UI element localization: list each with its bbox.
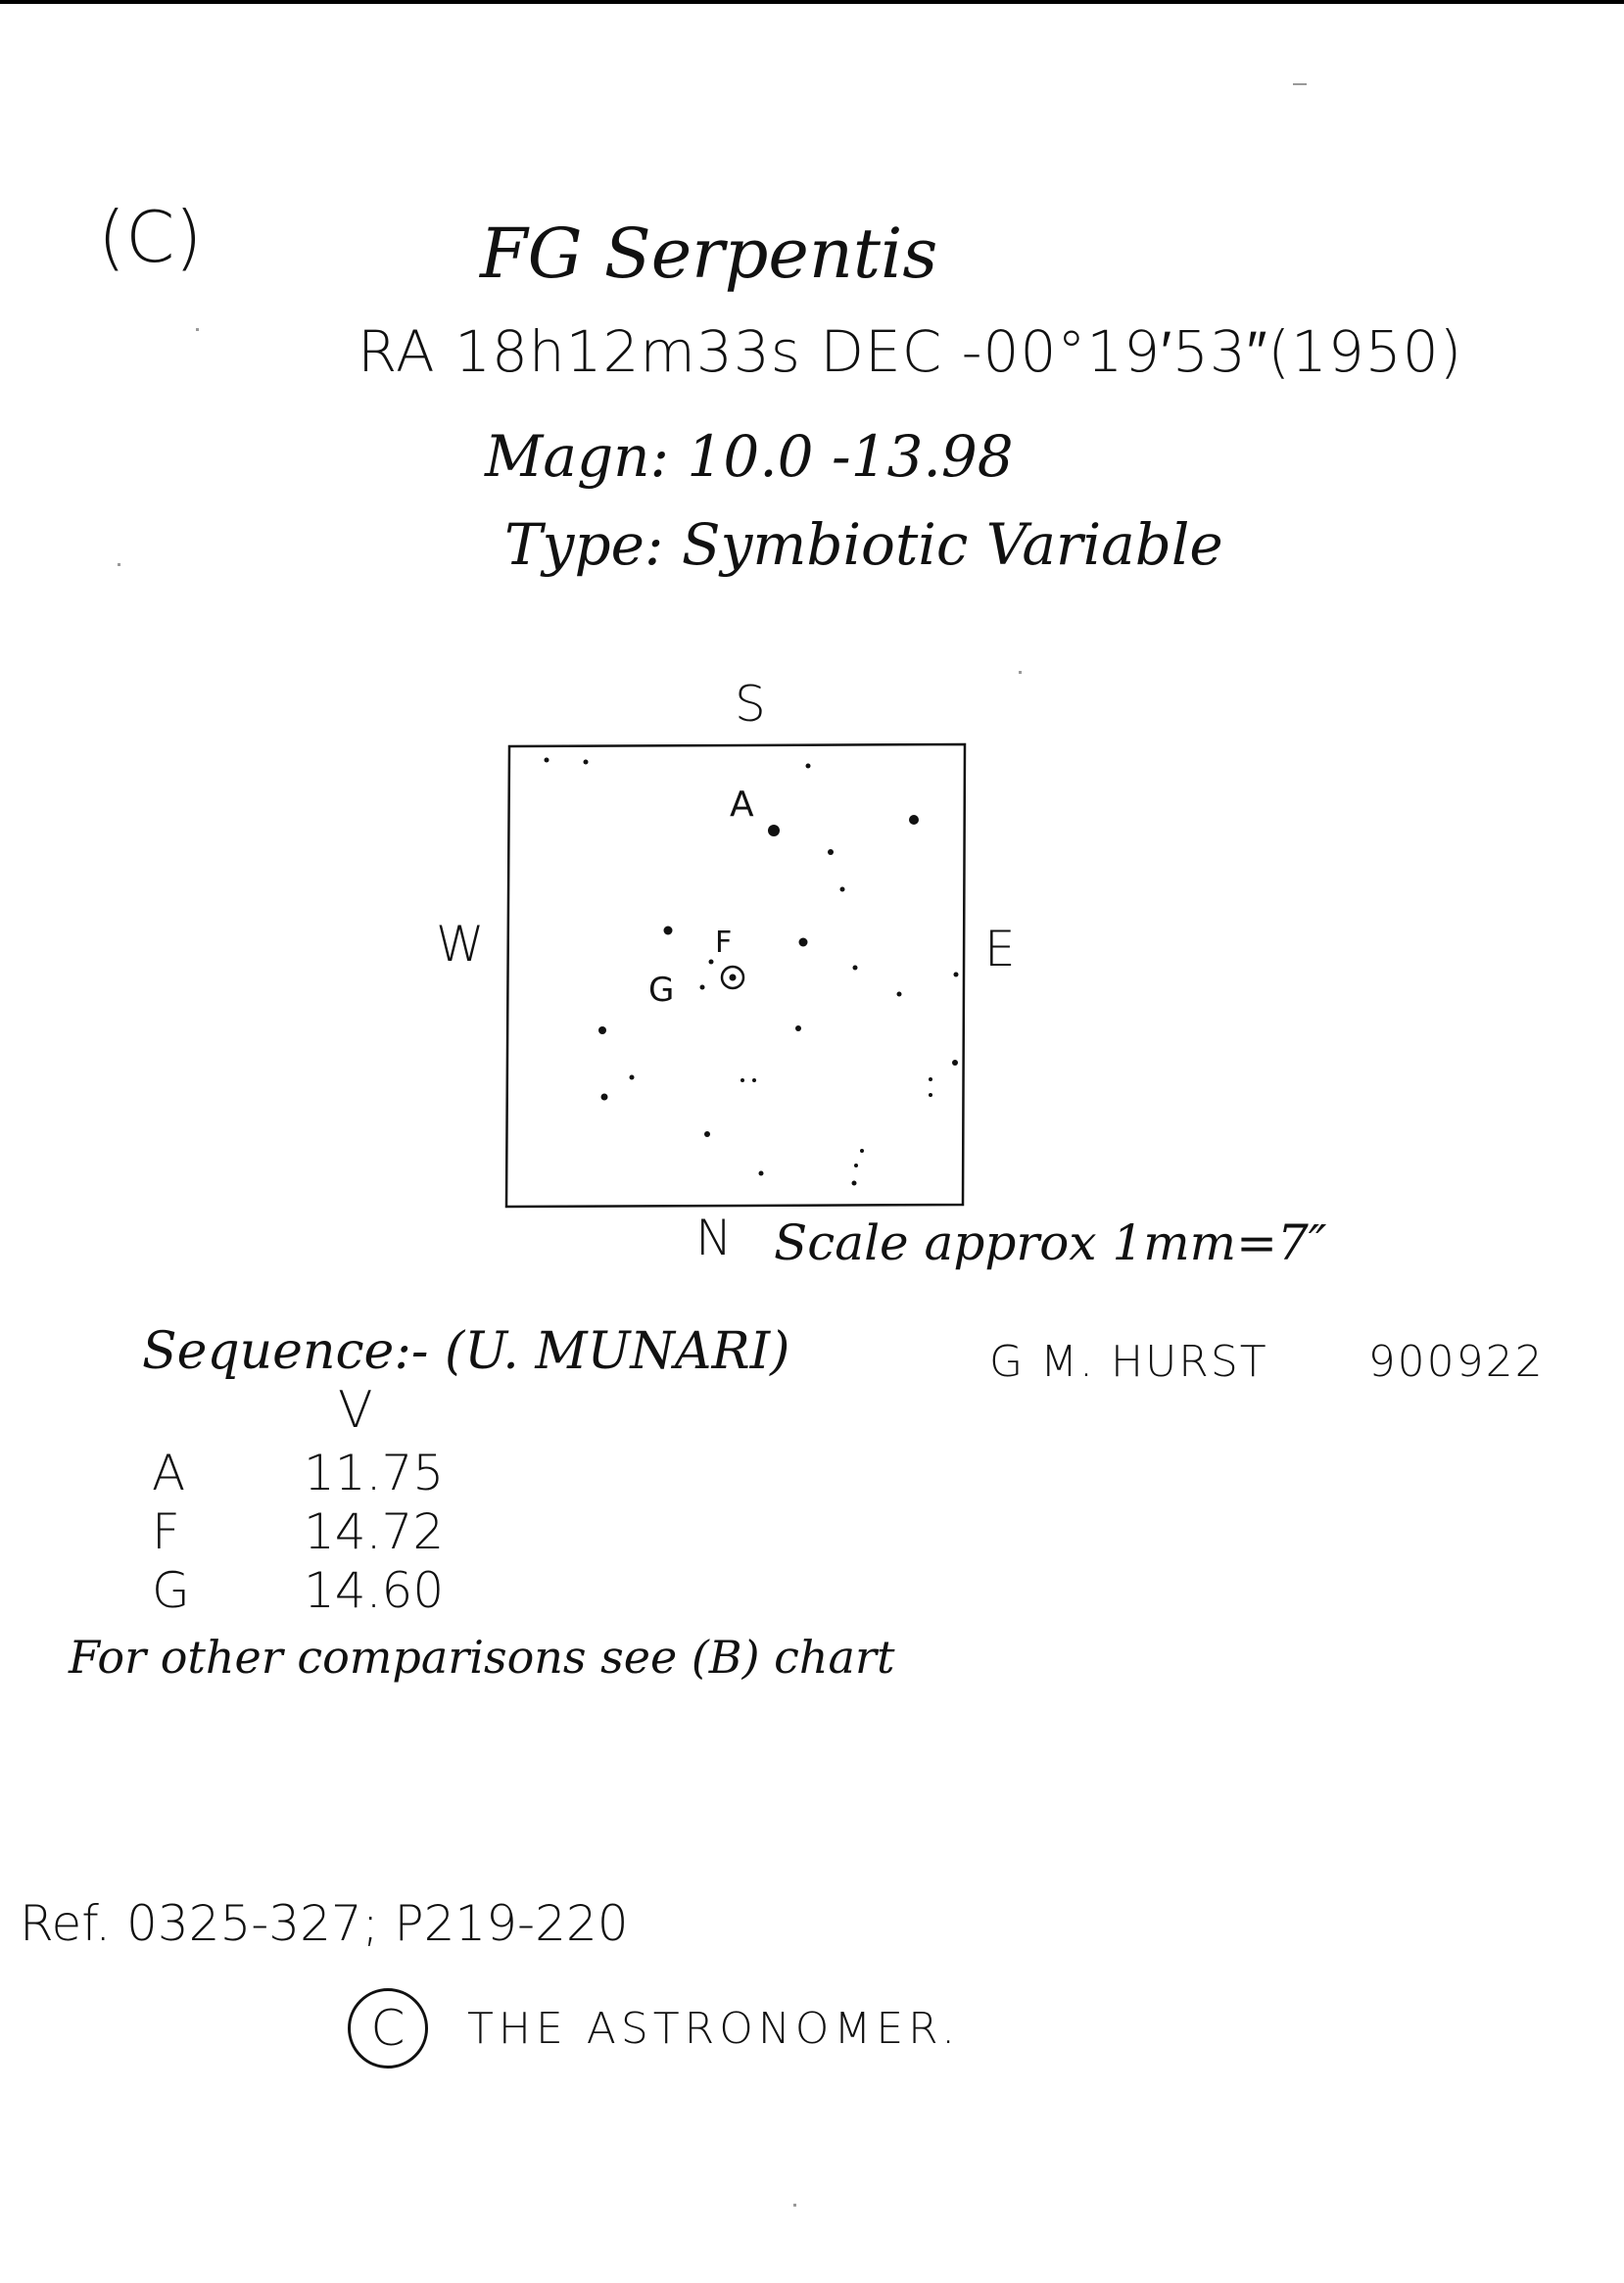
copyright-text: THE ASTRONOMER. bbox=[467, 2003, 961, 2054]
field-star bbox=[929, 1077, 932, 1081]
sequence-star: A bbox=[152, 1445, 186, 1501]
field-star bbox=[952, 1060, 958, 1066]
finder-chart-svg bbox=[431, 676, 1019, 1263]
page-top-edge bbox=[0, 0, 1624, 4]
coordinates-line: RA 18h12m33s DEC -00°19′53″(1950) bbox=[358, 318, 1463, 385]
field-star bbox=[598, 1026, 606, 1034]
other-comparisons-note: For other comparisons see (B) chart bbox=[69, 1631, 895, 1684]
direction-south: S bbox=[735, 676, 766, 733]
field-star bbox=[630, 1075, 635, 1080]
star-label-f: F bbox=[715, 926, 733, 960]
field-star bbox=[840, 887, 845, 892]
copyright-line bbox=[348, 1988, 960, 2069]
paper-speck bbox=[118, 563, 120, 566]
field-star bbox=[601, 1094, 608, 1101]
sequence-magnitude: 14.60 bbox=[304, 1562, 445, 1619]
copyright-symbol: C bbox=[348, 1988, 428, 2069]
field-star bbox=[759, 1171, 764, 1176]
direction-east: E bbox=[984, 921, 1016, 977]
field-star bbox=[897, 992, 902, 997]
star-g-dot bbox=[700, 985, 705, 990]
field-star bbox=[740, 1078, 744, 1082]
reference-line: Ref. 0325-327; P219-220 bbox=[20, 1895, 629, 1952]
paper-speck bbox=[196, 328, 199, 331]
field-star bbox=[860, 1149, 864, 1153]
direction-west: W bbox=[436, 916, 485, 973]
paper-speck bbox=[1293, 83, 1307, 85]
sequence-column-header: V bbox=[338, 1381, 373, 1440]
star-label-g: G bbox=[648, 971, 675, 1010]
sequence-star: G bbox=[152, 1562, 190, 1619]
field-star bbox=[799, 938, 808, 947]
sequence-row bbox=[152, 1562, 544, 1621]
field-star bbox=[929, 1093, 932, 1097]
field-star bbox=[704, 1131, 710, 1137]
direction-north: N bbox=[695, 1210, 733, 1266]
field-star bbox=[806, 764, 811, 769]
paper-speck bbox=[793, 2204, 796, 2207]
field-star bbox=[795, 1025, 801, 1031]
observer-signature bbox=[989, 1337, 1545, 1387]
sequence-title: Sequence:- (U. MUNARI) bbox=[142, 1322, 790, 1381]
star-f-dot bbox=[709, 960, 714, 965]
field-star bbox=[954, 973, 959, 977]
variable-type: Type: Symbiotic Variable bbox=[504, 511, 1223, 578]
field-star bbox=[853, 966, 858, 971]
finder-chart bbox=[431, 676, 1019, 1266]
sequence-magnitude: 14.72 bbox=[304, 1503, 445, 1560]
field-star bbox=[752, 1078, 756, 1082]
chart-label: (C) bbox=[98, 196, 203, 278]
variable-target-dot bbox=[730, 975, 737, 981]
star-label-a: A bbox=[730, 785, 754, 825]
star-a-dot bbox=[768, 825, 780, 836]
observer-date: 900922 bbox=[1367, 1337, 1545, 1387]
paper-speck bbox=[1019, 671, 1022, 674]
field-star bbox=[909, 815, 919, 825]
sequence-star: F bbox=[152, 1503, 180, 1560]
field-star bbox=[664, 927, 673, 935]
sequence-row bbox=[152, 1445, 544, 1503]
star-title: FG Serpentis bbox=[480, 214, 938, 294]
field-star bbox=[854, 1164, 858, 1167]
field-star bbox=[828, 849, 834, 855]
observer-name: G M. HURST bbox=[989, 1337, 1268, 1387]
sequence-magnitude: 11.75 bbox=[304, 1445, 445, 1501]
field-star bbox=[584, 760, 589, 765]
magnitude-range: Magn: 10.0 -13.98 bbox=[485, 423, 1014, 490]
scale-note: Scale approx 1mm=7″ bbox=[774, 1214, 1327, 1271]
sequence-row bbox=[152, 1503, 544, 1562]
field-star bbox=[852, 1181, 857, 1186]
field-star bbox=[545, 758, 549, 763]
